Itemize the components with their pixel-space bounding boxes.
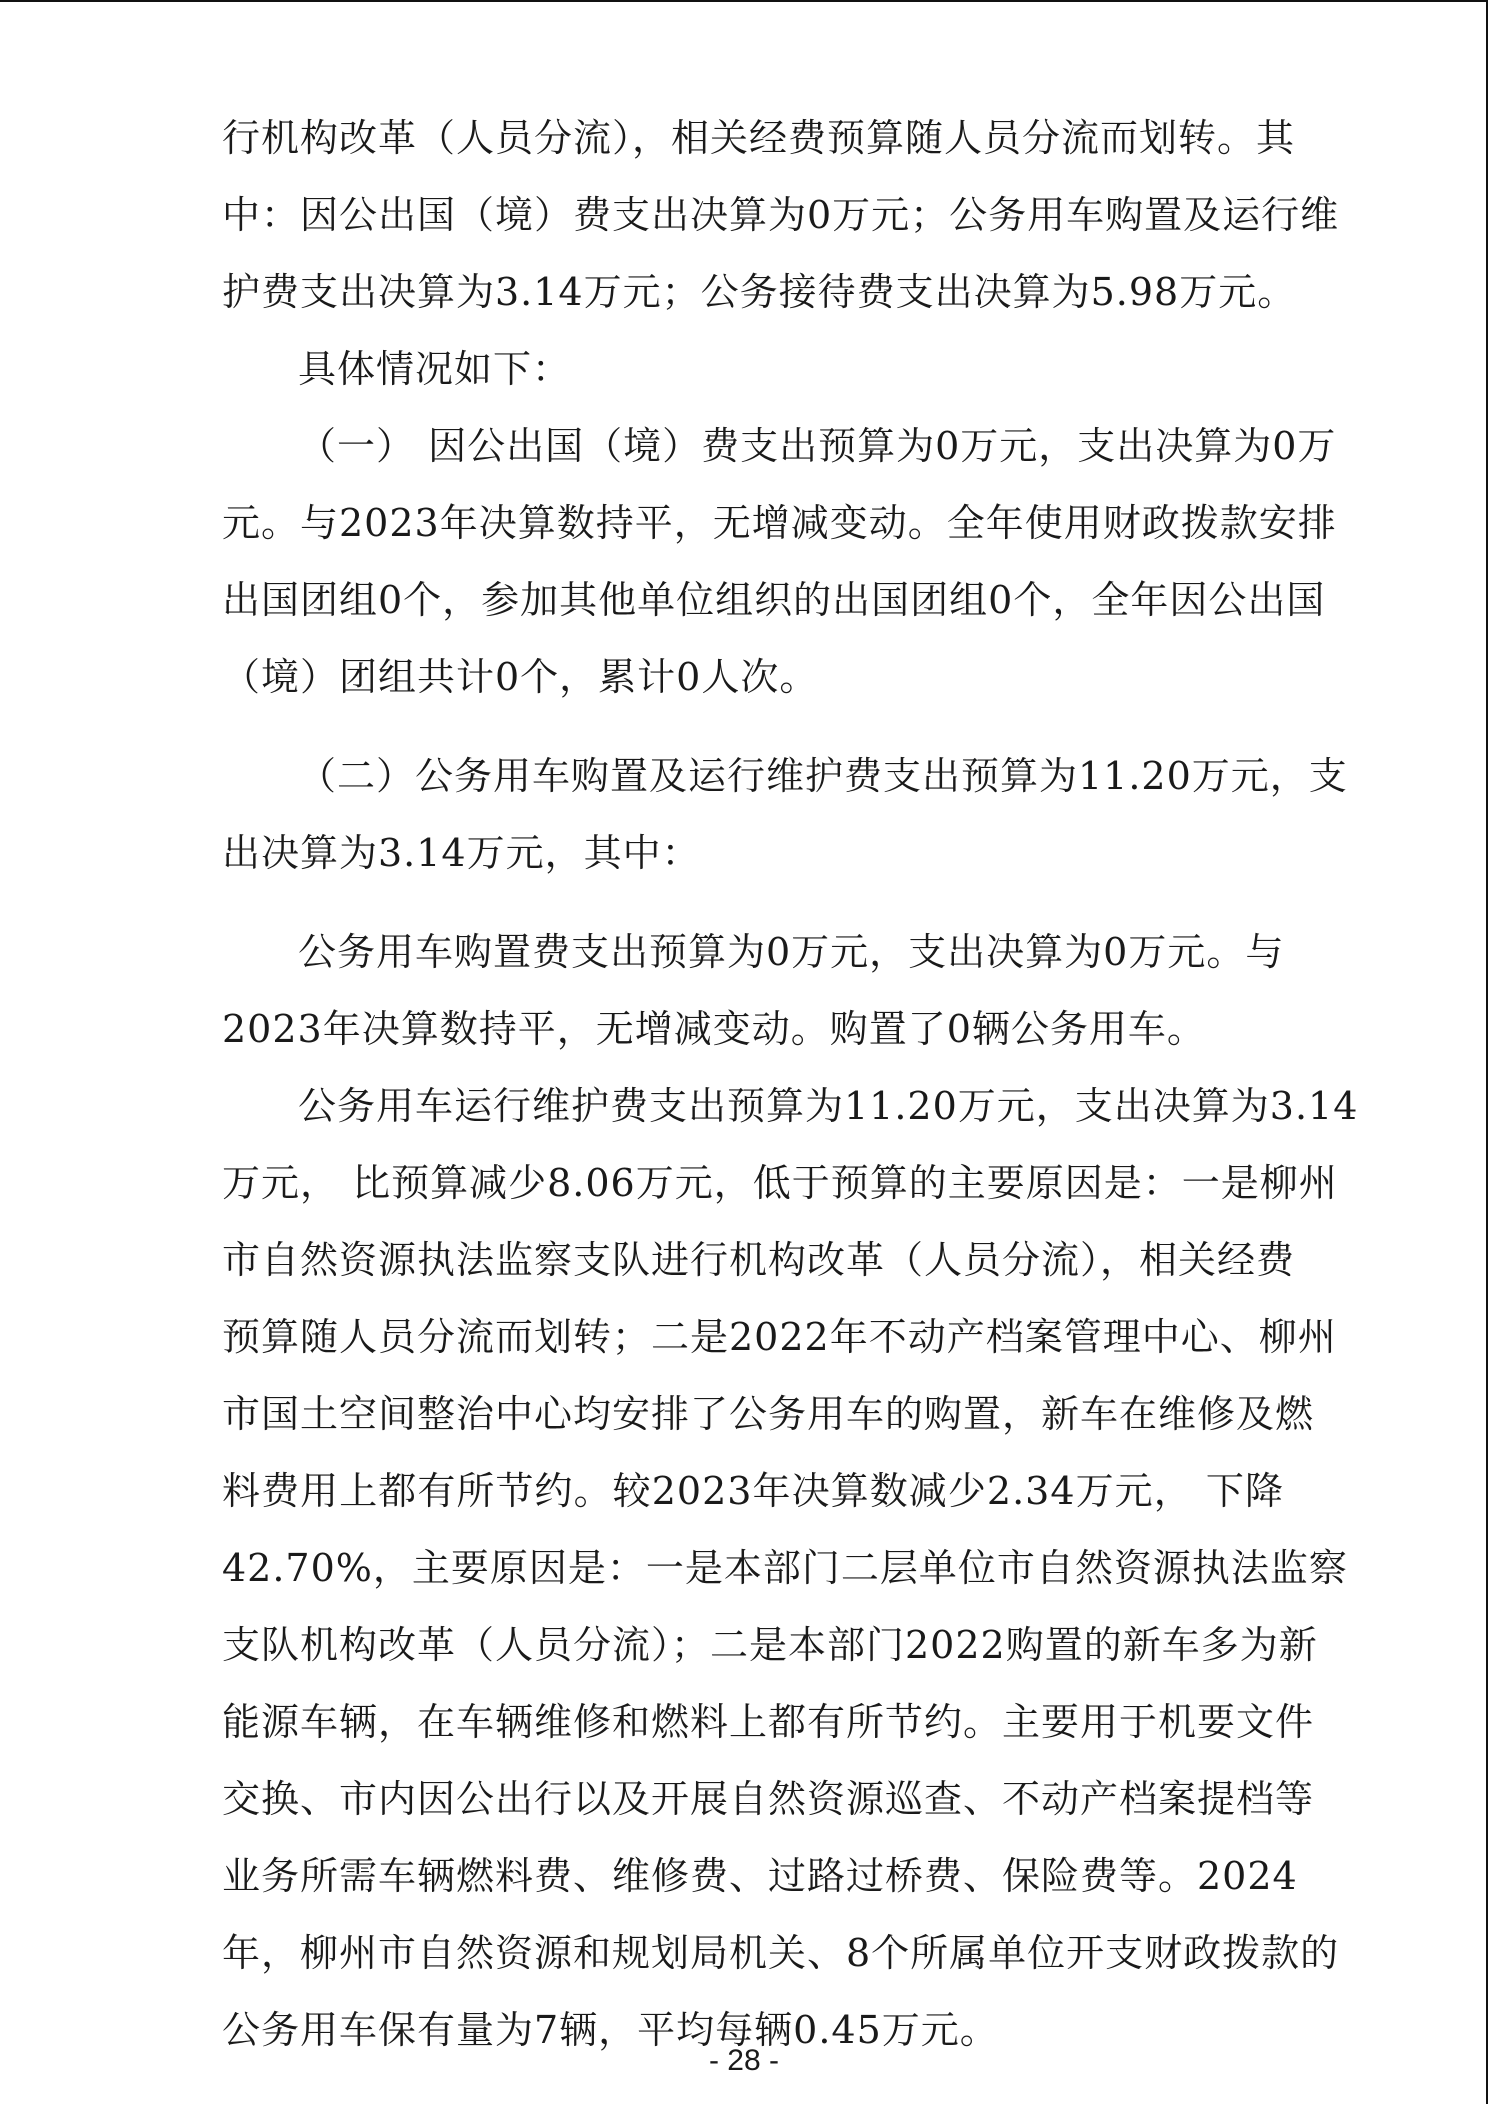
text-line: 具体情况如下： <box>298 347 572 391</box>
page-number: - 28 - <box>708 2044 780 2077</box>
text-line: （一） 因公出国（境）费支出预算为0万元，支出决算为0万 <box>298 424 1337 468</box>
text-line: 能源车辆，在车辆维修和燃料上都有所节约。主要用于机要文件 <box>222 1700 1315 1744</box>
text-line: 市国土空间整治中心均安排了公务用车的购置，新车在维修及燃 <box>222 1392 1315 1436</box>
text-line: 公务用车运行维护费支出预算为11.20万元，支出决算为3.14 <box>298 1084 1359 1128</box>
paragraph-4 <box>222 738 1348 892</box>
text-line: 公务用车购置费支出预算为0万元，支出决算为0万元。与 <box>298 930 1285 974</box>
text-line: 行机构改革（人员分流），相关经费预算随人员分流而划转。其 <box>222 116 1296 160</box>
paragraph-6 <box>222 1068 1359 2069</box>
text-line: 护费支出决算为3.14万元；公务接待费支出决算为5.98万元。 <box>222 270 1297 314</box>
text-line: 预算随人员分流而划转；二是2022年不动产档案管理中心、柳州 <box>222 1315 1337 1359</box>
text-line: 支队机构改革（人员分流）；二是本部门2022购置的新车多为新 <box>222 1623 1318 1667</box>
text-line: 出决算为3.14万元，其中： <box>222 831 701 875</box>
document-body <box>222 100 1359 2069</box>
paragraph-gap <box>222 892 1284 914</box>
paragraph-1 <box>222 100 1340 331</box>
text-line: 2023年决算数持平，无增减变动。购置了0辆公务用车。 <box>222 1007 1206 1051</box>
text-line: 业务所需车辆燃料费、维修费、过路过桥费、保险费等。2024 <box>222 1854 1298 1898</box>
text-line: 万元， 比预算减少8.06万元，低于预算的主要原因是：一是柳州 <box>222 1161 1338 1205</box>
text-line: 中：因公出国（境）费支出决算为0万元；公务用车购置及运行维 <box>222 193 1340 237</box>
text-line: （境）团组共计0个，累计0人次。 <box>222 655 819 699</box>
text-line: 交换、市内因公出行以及开展自然资源巡查、不动产档案提档等 <box>222 1777 1315 1821</box>
text-line: 出国团组0个，参加其他单位组织的出国团组0个，全年因公出国 <box>222 578 1326 622</box>
text-line: 公务用车保有量为7辆，平均每辆0.45万元。 <box>222 2008 999 2052</box>
text-line: 料费用上都有所节约。较2023年决算数减少2.34万元， 下降 <box>222 1469 1284 1513</box>
text-line: 元。与2023年决算数持平，无增减变动。全年使用财政拨款安排 <box>222 501 1337 545</box>
paragraph-2 <box>222 331 1284 408</box>
text-line: （二）公务用车购置及运行维护费支出预算为11.20万元，支 <box>298 754 1348 798</box>
text-line: 42.70%，主要原因是：一是本部门二层单位市自然资源执法监察 <box>222 1546 1348 1590</box>
paragraph-5 <box>222 914 1284 1068</box>
paragraph-3 <box>222 408 1337 716</box>
paragraph-gap <box>222 716 1284 738</box>
text-line: 市自然资源执法监察支队进行机构改革（人员分流），相关经费 <box>222 1238 1296 1282</box>
text-line: 年，柳州市自然资源和规划局机关、8个所属单位开支财政拨款的 <box>222 1931 1340 1975</box>
